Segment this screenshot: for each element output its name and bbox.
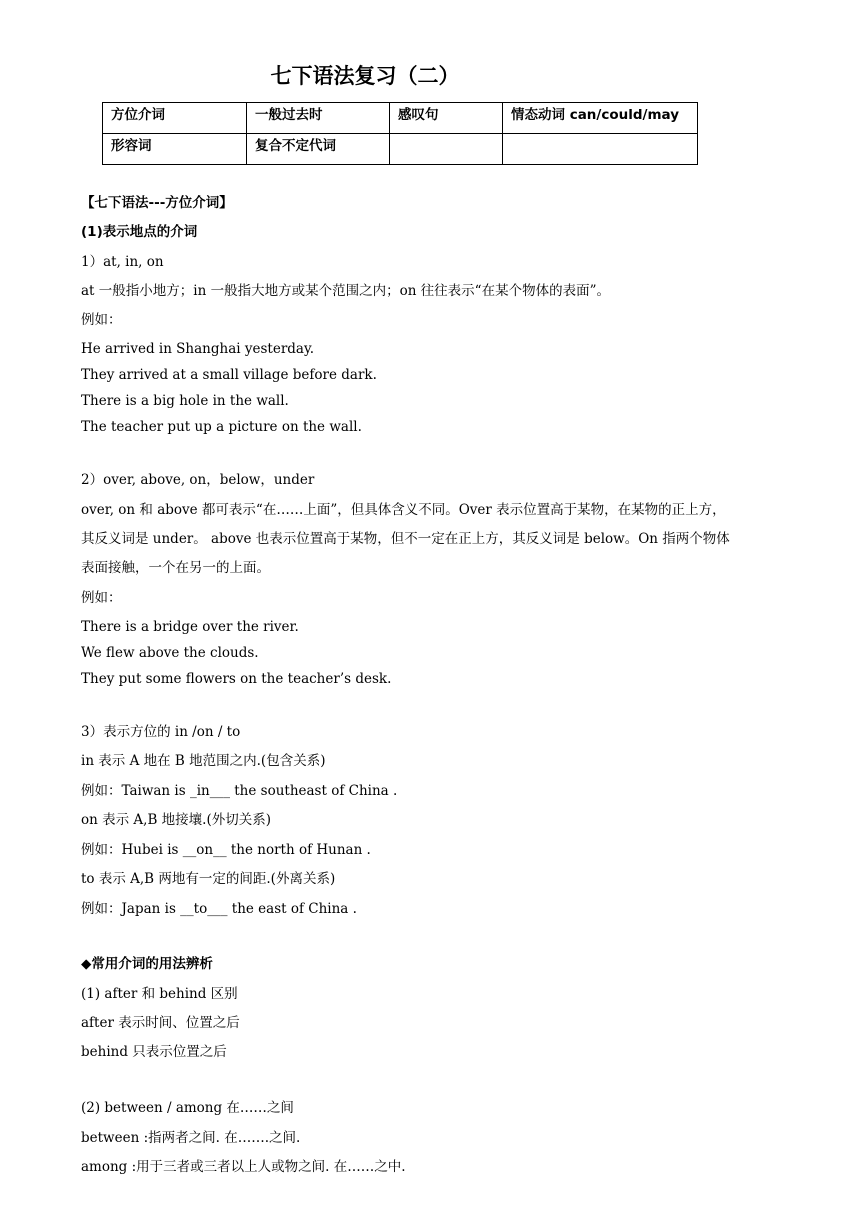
section-heading: 【七下语法---方位介词】	[81, 195, 233, 211]
page-title: 七下语法复习（二）	[270, 64, 460, 88]
text-line: to 表示 A,B 两地有一定的间距.(外离关系)	[81, 871, 336, 887]
text-line: between :指两者之间. 在…….之间.	[81, 1130, 301, 1146]
text-line: on 表示 A,B 地接壤.(外切关系)	[81, 812, 271, 828]
text-line: 表面接触，一个在另一的上面。	[81, 560, 270, 576]
table-cell: 方位介词	[103, 103, 247, 134]
text-line: behind 只表示位置之后	[81, 1044, 227, 1060]
table-row	[103, 103, 698, 134]
table-row	[103, 134, 698, 165]
text-line: after 表示时间、位置之后	[81, 1015, 240, 1031]
example-sentence: The teacher put up a picture on the wall.	[81, 419, 362, 435]
text-line: 3）表示方位的 in /on / to	[81, 724, 241, 740]
text-line: 例如：	[81, 590, 122, 606]
table-cell: 形容词	[103, 134, 247, 165]
text-line: 其反义词是 under。 above 也表示位置高于某物，但不一定在正上方，其反义词是 below。On 指两个物体	[81, 531, 730, 547]
example-sentence: They put some flowers on the teacher’s desk.	[81, 671, 392, 687]
text-line: 例如：Taiwan is _in___ the southeast of China .	[81, 783, 398, 799]
text-line: in 表示 A 地在 B 地范围之内.(包含关系)	[81, 753, 326, 769]
table-cell: 情态动词 can/could/may	[503, 103, 698, 134]
text-line: 例如：Japan is __to___ the east of China .	[81, 901, 357, 917]
example-sentence: He arrived in Shanghai yesterday.	[81, 341, 315, 357]
text-line: over, on 和 above 都可表示“在……上面”，但具体含义不同。Over 表示位置高于某物，在某物的正上方，	[81, 502, 726, 518]
text-line: at 一般指小地方；in 一般指大地方或某个范围之内；on 往往表示“在某个物体的表面”。	[81, 283, 610, 299]
example-sentence: We flew above the clouds.	[81, 645, 259, 661]
table-cell	[390, 134, 503, 165]
table-cell	[503, 134, 698, 165]
section-heading: ◆常用介词的用法辨析	[81, 956, 213, 972]
example-sentence: There is a bridge over the river.	[81, 619, 299, 635]
text-line: (1) after 和 behind 区别	[81, 986, 238, 1002]
text-line: (2) between / among 在……之间	[81, 1100, 294, 1116]
example-sentence: They arrived at a small village before dark.	[81, 367, 377, 383]
text-line: among :用于三者或三者以上人或物之间. 在……之中.	[81, 1159, 406, 1175]
table-cell: 一般过去时	[247, 103, 390, 134]
text-line: 例如：	[81, 312, 122, 328]
topics-table	[102, 102, 698, 165]
text-line: 2）over, above, on，below，under	[81, 472, 315, 488]
table-cell: 复合不定代词	[247, 134, 390, 165]
table-cell: 感叹句	[390, 103, 503, 134]
text-line: 例如：Hubei is __on__ the north of Hunan .	[81, 842, 371, 858]
example-sentence: There is a big hole in the wall.	[81, 393, 289, 409]
subsection-heading: (1)表示地点的介词	[81, 224, 198, 240]
text-line: 1）at, in, on	[81, 254, 164, 270]
